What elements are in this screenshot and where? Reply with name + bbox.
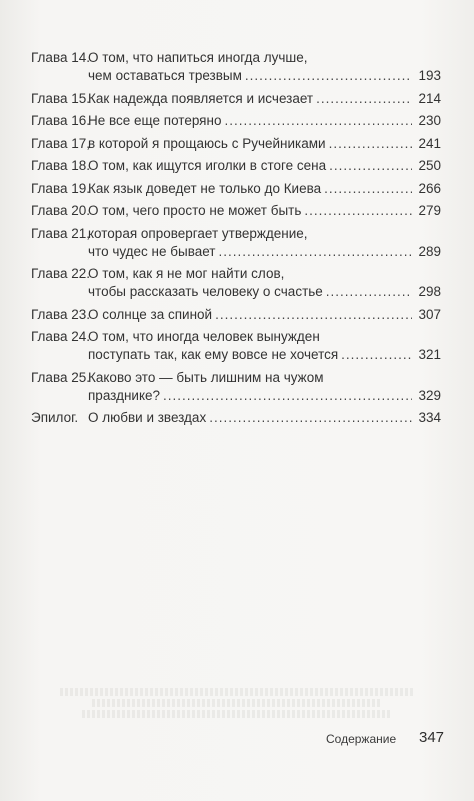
chapter-number: Глава 19. <box>31 180 90 196</box>
chapter-title <box>88 265 441 301</box>
chapter-title-line: в которой я прощаюсь с Ручейниками <box>88 135 326 151</box>
dot-leader <box>215 306 412 324</box>
page-number: 241 <box>418 135 441 151</box>
chapter-title-line: которая опровергает утверждение, <box>88 225 308 241</box>
toc-entry <box>31 180 441 198</box>
page-number: 193 <box>418 68 441 83</box>
chapter-title-line: поступать так, как ему вовсе не хочется <box>88 347 339 362</box>
chapter-title-line: О солнце за спиной <box>88 306 213 322</box>
toc-entry <box>31 112 441 130</box>
toc-entry <box>31 409 441 427</box>
toc-entry <box>31 306 441 324</box>
page-number: 321 <box>418 347 441 362</box>
dot-leader <box>341 346 412 364</box>
faint-printer-imprint <box>52 688 422 718</box>
dot-leader <box>209 409 412 427</box>
page-number: 279 <box>418 203 441 218</box>
chapter-number: Глава 22. <box>31 266 90 281</box>
chapter-title-line: О любви и звездах <box>88 410 207 425</box>
toc-entry <box>31 49 441 85</box>
chapter-number: Глава 24. <box>31 329 90 344</box>
page-number: 250 <box>418 158 441 173</box>
dot-leader <box>324 180 412 198</box>
page-number: 230 <box>418 113 441 128</box>
chapter-title <box>88 112 441 130</box>
chapter-number: Глава 20. <box>31 203 90 218</box>
chapter-title <box>88 157 441 175</box>
dot-leader <box>326 283 412 301</box>
chapter-title-line: чтобы рассказать человеку о счастье <box>88 284 323 299</box>
chapter-title <box>88 202 441 220</box>
toc-entry <box>31 157 441 175</box>
table-of-contents <box>31 49 441 432</box>
chapter-number: Глава 23. <box>31 306 90 322</box>
chapter-number: Эпилог. <box>31 410 79 425</box>
running-footer-section: Содержание <box>326 732 397 746</box>
folio-page-number: 347 <box>419 729 445 746</box>
chapter-number: Глава 16. <box>31 113 90 128</box>
toc-entry <box>31 90 441 108</box>
chapter-title <box>88 369 441 405</box>
toc-entry <box>31 225 441 261</box>
dot-leader <box>329 157 412 175</box>
dot-leader <box>224 112 412 130</box>
toc-entry <box>31 135 441 153</box>
toc-entry <box>31 265 441 301</box>
toc-entry <box>31 369 441 405</box>
chapter-number: Глава 14. <box>31 50 90 65</box>
page-number: 289 <box>418 243 441 259</box>
toc-entry <box>31 202 441 220</box>
dot-leader <box>163 387 412 405</box>
page-number: 266 <box>418 180 441 196</box>
dot-leader <box>245 67 412 85</box>
chapter-title <box>88 90 441 108</box>
chapter-number: Глава 15. <box>31 90 90 106</box>
chapter-title-line: О том, чего просто не может быть <box>88 203 302 218</box>
chapter-title-line: О том, как я не мог найти слов, <box>88 266 285 281</box>
page-number: 214 <box>418 90 441 106</box>
chapter-title <box>88 135 441 153</box>
chapter-title-line: чем оставаться трезвым <box>88 68 242 83</box>
chapter-title-line: О том, что напиться иногда лучше, <box>88 50 308 65</box>
chapter-title-line: Как язык доведет не только до Киева <box>88 180 322 196</box>
dot-leader <box>316 90 412 108</box>
chapter-number: Глава 21, <box>31 225 90 241</box>
dot-leader <box>218 243 412 261</box>
toc-entry <box>31 328 441 364</box>
chapter-title-line: Не все еще потеряно <box>88 113 222 128</box>
chapter-title <box>88 306 441 324</box>
chapter-title <box>88 225 441 261</box>
chapter-title <box>88 49 441 85</box>
chapter-title-line: празднике? <box>88 387 161 403</box>
page-number: 334 <box>418 410 441 425</box>
page-number: 307 <box>418 306 441 322</box>
chapter-number: Глава 25. <box>31 369 90 385</box>
page-number: 298 <box>418 284 441 299</box>
chapter-title <box>88 409 441 427</box>
chapter-title-line: Как надежда появляется и исчезает <box>88 90 314 106</box>
dot-leader <box>329 135 412 153</box>
chapter-title-line: что чудес не бывает <box>88 243 216 259</box>
chapter-title <box>88 328 441 364</box>
page-number: 329 <box>418 387 441 403</box>
chapter-title-line: О том, как ищутся иголки в стоге сена <box>88 158 327 173</box>
chapter-title-line: О том, что иногда человек вынужден <box>88 329 320 344</box>
chapter-number: Глава 17, <box>31 135 90 151</box>
chapter-title-line: Каково это — быть лишним на чужом <box>88 369 324 385</box>
chapter-number: Глава 18. <box>31 158 90 173</box>
dot-leader <box>304 202 412 220</box>
chapter-title <box>88 180 441 198</box>
